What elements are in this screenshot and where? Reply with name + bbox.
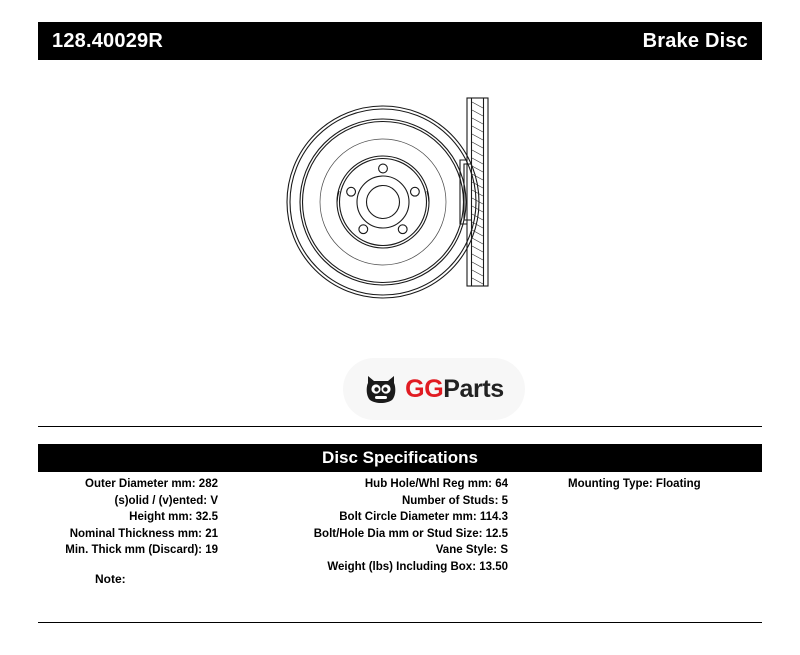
spec-line: Min. Thick mm (Discard): 19 [65,544,218,556]
spec-line: Bolt/Hole Dia mm or Stud Size: 12.5 [313,527,508,540]
footer-divider [38,622,762,623]
spec-line: (s)olid / (v)ented: V [114,494,218,507]
brand-prefix: GG [405,374,444,403]
spec-line: Nominal Thickness mm: 21 [69,527,218,540]
brand-wordmark [405,375,504,404]
rotor-side-view-drawing [458,92,504,292]
spec-section-title: Disc Specifications [38,444,762,472]
spec-column-mounting [508,476,762,575]
spec-table [38,476,762,575]
spec-line: Vane Style: S [435,544,508,556]
spec-line: Mounting Type: Floating [568,478,701,490]
spec-line: Height mm: 32.5 [129,511,218,523]
brand-watermark [343,358,525,420]
spec-line: Weight (lbs) Including Box: 13.50 [327,560,508,573]
drawing-area [38,70,762,420]
brand-suffix: Parts [443,374,504,403]
section-divider [38,426,762,427]
note-label: Note: [95,572,126,586]
header-bar [38,22,762,60]
spec-line: Bolt Circle Diameter mm: 114.3 [339,511,508,523]
spec-line: Outer Diameter mm: 282 [85,478,218,490]
part-number: 128.40029R [52,29,163,52]
spec-line: Hub Hole/Whl Reg mm: 64 [364,478,508,490]
spec-line: Number of Studs: 5 [401,494,508,507]
page-title: Brake Disc [642,29,748,52]
rotor-front-view-drawing [283,102,483,302]
gg-cat-logo-icon [364,374,398,404]
spec-column-dimensions [38,476,218,575]
spec-column-hub [218,476,508,575]
